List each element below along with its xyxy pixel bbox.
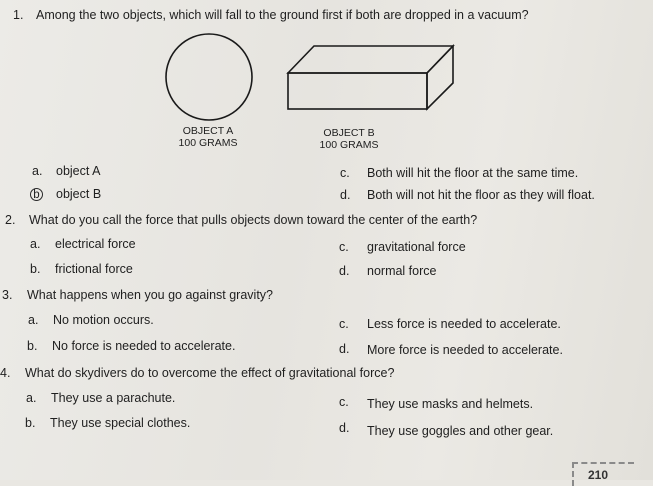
q4-text: What do skydivers do to overcome the effect of gravitational force? [25,366,395,380]
q4-option-a-letter: a. [26,391,37,405]
q4-option-b-letter: b. [25,416,36,430]
q2-option-d-text[interactable]: normal force [367,264,437,278]
q4-option-a-text[interactable]: They use a parachute. [51,391,176,405]
q2-option-d-letter: d. [339,264,350,278]
q3-text: What happens when you go against gravity? [27,288,273,302]
page-number-box [572,462,634,486]
q3-option-d-text[interactable]: More force is needed to accelerate. [367,343,563,357]
q3-option-a-text[interactable]: No motion occurs. [53,313,154,327]
q1-option-b-marker [32,187,46,201]
q1-option-d-letter: d. [340,188,351,202]
q1-option-a-text[interactable]: object A [56,164,101,178]
q4-option-c-letter: c. [339,395,349,409]
q1-number: 1. [13,8,24,22]
q2-option-c-text[interactable]: gravitational force [367,240,466,254]
q2-text: What do you call the force that pulls objects down toward the center of the earth? [29,213,478,227]
q2-option-b-letter: b. [30,262,41,276]
object-a-sphere [166,34,252,120]
q2-option-c-letter: c. [339,240,349,254]
q4-option-c-text[interactable]: They use masks and helmets. [367,397,534,411]
q3-option-c-letter: c. [339,317,349,331]
q3-option-b-text[interactable]: No force is needed to accelerate. [52,339,236,353]
page-number: 210 [588,468,609,482]
q3-option-d-letter: d. [339,342,350,356]
q2-option-b-text[interactable]: frictional force [55,262,133,276]
object-a-label [168,125,248,149]
object-b-box [288,46,453,109]
q2-option-a-letter: a. [30,237,41,251]
object-b-label [309,127,389,151]
object-b-weight: 100 GRAMS [319,139,379,151]
q2-option-a-text[interactable]: electrical force [55,237,136,251]
q1-option-c-text[interactable]: Both will hit the floor at the same time. [367,166,579,180]
q4-number: 4. [0,366,11,380]
q1-option-d-text[interactable]: Both will not hit the floor as they will float. [367,188,595,202]
q3-option-a-letter: a. [28,313,39,327]
q1-option-b-text[interactable]: object B [56,187,102,201]
q2-number: 2. [5,213,16,227]
object-b-name: OBJECT B [323,127,375,139]
q4-option-d-letter: d. [339,421,350,435]
object-a-name: OBJECT A [182,125,234,137]
q1-option-c-letter: c. [340,166,350,180]
q1-text: Among the two objects, which will fall to the ground first if both are dropped in a vacuum? [36,8,529,22]
q3-option-c-text[interactable]: Less force is needed to accelerate. [367,317,561,331]
q1-option-a-letter: a. [32,164,43,178]
object-a-weight: 100 GRAMS [178,137,238,149]
q3-number: 3. [2,288,13,302]
q4-option-b-text[interactable]: They use special clothes. [50,416,191,430]
q1-option-b-letter: b [30,188,43,201]
q4-option-d-text[interactable]: They use goggles and other gear. [367,424,554,438]
q3-option-b-letter: b. [27,339,38,353]
